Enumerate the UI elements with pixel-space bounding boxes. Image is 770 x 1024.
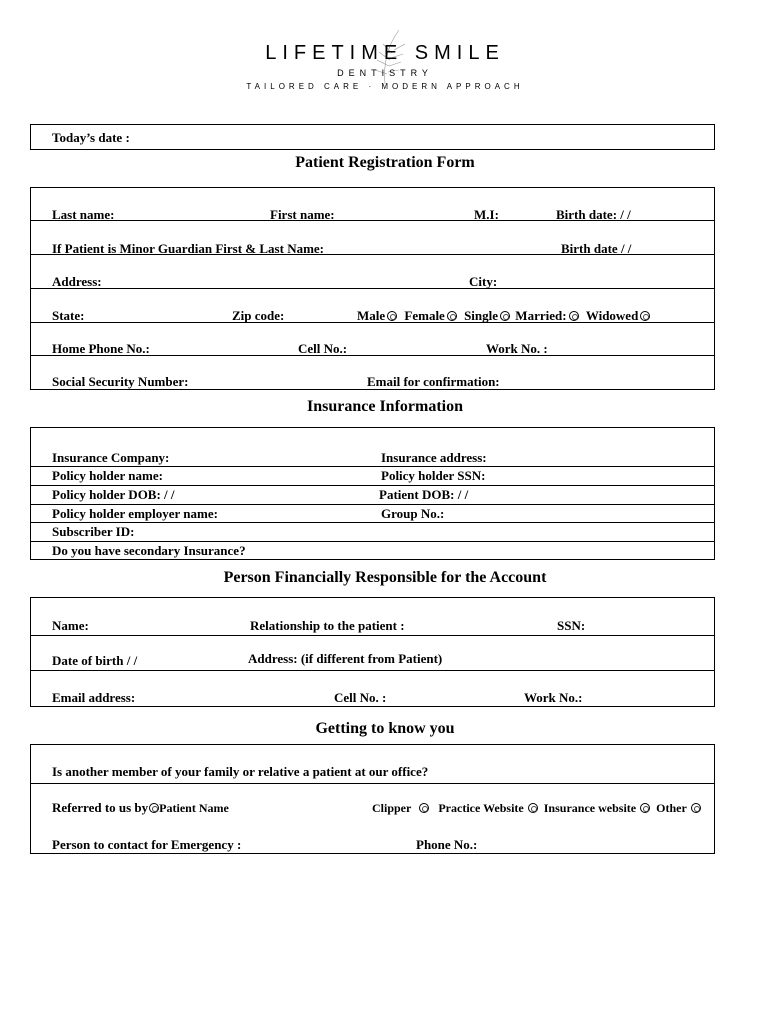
responsible-work-field[interactable]: Work No.: (524, 690, 583, 705)
guardian-name-field[interactable]: If Patient is Minor Guardian First & Last Name: (52, 241, 325, 256)
state-field[interactable]: State: (52, 308, 85, 323)
mi-field[interactable]: M.I: (474, 207, 499, 222)
responsible-name-field[interactable]: Name: (52, 618, 89, 633)
responsible-ssn-field[interactable]: SSN: (557, 618, 586, 633)
female-radio[interactable] (447, 311, 457, 321)
male-radio[interactable] (387, 311, 397, 321)
patient-name-option[interactable]: Patient Name (159, 801, 229, 815)
emergency-phone-field[interactable]: Phone No.: (416, 837, 478, 852)
address-field[interactable]: Address: (52, 274, 102, 289)
city-field[interactable]: City: (469, 274, 498, 289)
policy-holder-name-field[interactable]: Policy holder name: (52, 468, 163, 483)
todays-date-label: Today’s date : (52, 130, 130, 145)
logo-sub: DENTISTRY (337, 68, 433, 78)
responsible-email-field[interactable]: Email address: (52, 690, 136, 705)
female-option[interactable]: Female (404, 308, 456, 323)
zip-field[interactable]: Zip code: (232, 308, 285, 323)
policy-holder-dob-field[interactable]: Policy holder DOB: / / (52, 487, 175, 502)
responsible-address-field[interactable]: Address: (if different from Patient) (248, 651, 443, 666)
first-name-field[interactable]: First name: (270, 207, 335, 222)
work-phone-field[interactable]: Work No. : (486, 341, 548, 356)
cell-field[interactable]: Cell No.: (298, 341, 348, 356)
subscriber-id-field[interactable]: Subscriber ID: (52, 524, 135, 539)
single-radio[interactable] (500, 311, 510, 321)
employer-name-field[interactable]: Policy holder employer name: (52, 506, 218, 521)
other-radio[interactable] (691, 803, 701, 813)
practice-website-radio[interactable] (528, 803, 538, 813)
todays-date-field[interactable] (30, 124, 715, 150)
patient-section-title: Patient Registration Form (295, 154, 475, 171)
secondary-insurance-field[interactable]: Do you have secondary Insurance? (52, 543, 246, 558)
responsible-dob-field[interactable]: Date of birth / / (52, 653, 138, 668)
birth-date-field[interactable]: Birth date: / / (556, 207, 631, 222)
responsible-cell-field[interactable]: Cell No. : (334, 690, 387, 705)
group-no-field[interactable]: Group No.: (381, 506, 445, 521)
family-member-question[interactable]: Is another member of your family or relative a patient at our office? (52, 764, 429, 779)
insurance-company-field[interactable]: Insurance Company: (52, 450, 170, 465)
home-phone-field[interactable]: Home Phone No.: (52, 341, 150, 356)
logo-name: LIFETIME SMILE (265, 42, 505, 64)
last-name-field[interactable]: Last name: (52, 207, 115, 222)
widowed-radio[interactable] (640, 311, 650, 321)
email-confirmation-field[interactable]: Email for confirmation: (367, 374, 500, 389)
insurance-address-field[interactable]: Insurance address: (381, 450, 487, 465)
other-option[interactable]: Other (656, 801, 701, 815)
sex-status-options (357, 308, 650, 324)
ssn-field[interactable]: Social Security Number: (52, 374, 189, 389)
logo-tagline: TAILORED CARE · MODERN APPROACH (246, 82, 524, 91)
insurance-website-radio[interactable] (640, 803, 650, 813)
emergency-contact-field[interactable]: Person to contact for Emergency : (52, 837, 242, 852)
clipper-option[interactable]: Clipper (372, 801, 429, 815)
responsible-section-title: Person Financially Responsible for the Account (223, 569, 547, 586)
insurance-section-title: Insurance Information (306, 398, 463, 415)
married-option[interactable]: Married: (515, 308, 578, 323)
know-section-title: Getting to know you (315, 720, 455, 737)
male-option[interactable]: Male (357, 308, 397, 323)
referred-by-label: Referred to us by Patient Name (52, 800, 229, 815)
referral-options (372, 801, 701, 816)
insurance-website-option[interactable]: Insurance website (544, 801, 650, 815)
practice-website-option[interactable]: Practice Website (438, 801, 537, 815)
policy-holder-ssn-field[interactable]: Policy holder SSN: (381, 468, 486, 483)
married-radio[interactable] (569, 311, 579, 321)
single-option[interactable]: Single (464, 308, 510, 323)
patient-dob-field[interactable]: Patient DOB: / / (379, 487, 469, 502)
patient-name-radio[interactable] (149, 803, 159, 813)
widowed-option[interactable]: Widowed (586, 308, 651, 323)
clipper-radio[interactable] (419, 803, 429, 813)
guardian-birth-field[interactable]: Birth date / / (561, 241, 632, 256)
relationship-field[interactable]: Relationship to the patient : (250, 618, 405, 633)
